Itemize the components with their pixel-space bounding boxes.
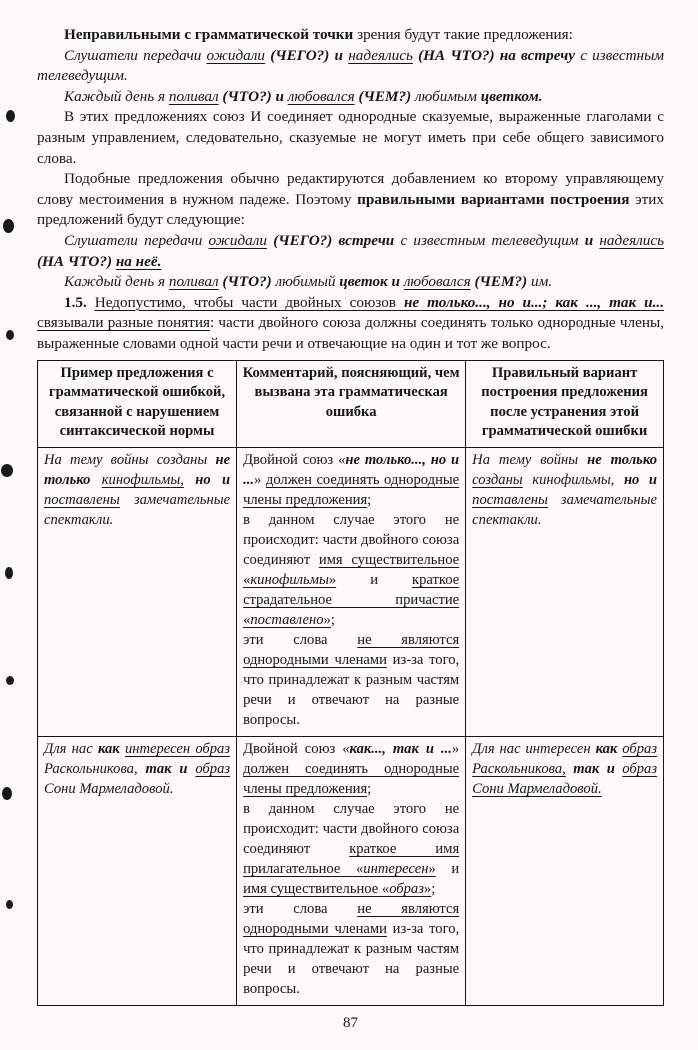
page-number: 87: [343, 1014, 358, 1031]
example-sentence: На тему войны созданы не только кинофильмы, но и поставлены замечательные спектакли.: [44, 451, 231, 528]
double-conjunction-errors-table: [37, 360, 664, 1006]
scan-artifact: [6, 900, 13, 909]
comment-cell: [237, 447, 466, 736]
example-cell: [38, 736, 237, 1005]
comment-paragraph: в данном случае этого не происходит: части двойного союза соединяют краткое имя прилагательное «интересен» и имя существительное «образ»;: [243, 800, 460, 897]
scan-artifact: [5, 567, 13, 579]
table-row: [38, 447, 664, 736]
header-example-column: Пример предложения с грамматической ошибкой, связанной с нарушением синтаксической нормы: [38, 360, 237, 447]
table-header-row: [38, 360, 664, 447]
comment-paragraph: Двойной союз «не только..., но и ...» должен соединять однородные члены предложения;: [243, 451, 460, 508]
scan-artifact: [3, 219, 14, 233]
example-sentence-wrong-1: Слушатели передачи ожидали (ЧЕГО?) и надеялись (НА ЧТО?) на встречу с известным телеведущим.: [37, 46, 665, 85]
correct-sentence: На тему войны не только созданы кинофильмы, но и поставлены замечательные спектакли.: [472, 451, 658, 528]
correct-cell: [466, 736, 664, 1005]
scan-artifact: [6, 330, 14, 340]
comment-cell: [237, 736, 466, 1005]
correct-cell: [466, 447, 664, 736]
scan-artifact: [2, 787, 12, 800]
header-comment-column: Комментарий, поясняющий, чем вызвана эта грамматическая ошибка: [237, 360, 466, 447]
example-sentence-correct-2: Каждый день я поливал (ЧТО?) любимый цветок и любовался (ЧЕМ?) им.: [64, 273, 553, 291]
table-row: [38, 736, 664, 1005]
scan-artifact: [1, 464, 13, 477]
rule-1-5-paragraph: 1.5. Недопустимо, чтобы части двойных союзов не только..., но и...; как ..., так и... связывали разные понятия: части двойного союза должны соединять только однородные члены, выраженные словами одной части речи и отвечающие на один и тот же вопрос.: [37, 293, 665, 352]
example-sentence-wrong-2: Каждый день я поливал (ЧТО?) и любовался (ЧЕМ?) любимым цветком.: [64, 87, 543, 105]
example-cell: [38, 447, 237, 736]
scan-artifact: [6, 110, 15, 122]
header-correct-column: Правильный вариант построения предложения после устранения этой грамматической ошибки: [466, 360, 664, 447]
comment-paragraph: Двойной союз «как..., так и ...» должен соединять однородные члены предложения;: [243, 740, 460, 797]
intro-paragraph-wrong-examples-lead: Неправильными с грамматической точки зрения будут такие предложения:: [64, 26, 573, 43]
example-sentence-correct-1: Слушатели передачи ожидали (ЧЕГО?) встречи с известным телеведущим и надеялись (НА ЧТО?) на неё.: [37, 231, 665, 270]
explanation-paragraph: В этих предложениях союз И соединяет однородные сказуемые, выраженные глаголами с разным управлением, следовательно, сказуемые не могут иметь при себе общего зависимого слова.: [37, 108, 664, 167]
correction-method-paragraph: Подобные предложения обычно редактируются добавлением ко второму управляющему слову местоимения в нужном падеже. Поэтому правильными вариантами построения этих предложений будут следующие:: [37, 170, 664, 229]
comment-paragraph: в данном случае этого не происходит: части двойного союза соединяют имя существительное «кинофильмы» и краткое страдательное причастие «поставлено»;: [243, 511, 460, 628]
comment-paragraph: эти слова не являются однородными членами из-за того, что принадлежат к разным частям речи и отвечают на разные вопросы.: [243, 900, 460, 997]
scan-artifact: [6, 676, 14, 685]
example-sentence: Для нас как интересен образ Раскольникова, так и образ Сони Мармеладовой.: [44, 740, 231, 797]
comment-paragraph: эти слова не являются однородными членами из-за того, что принадлежат к разным частям речи и отвечают на разные вопросы.: [243, 631, 460, 728]
correct-sentence: Для нас интересен как образ Раскольникова, так и образ Сони Мармеладовой.: [472, 740, 658, 797]
